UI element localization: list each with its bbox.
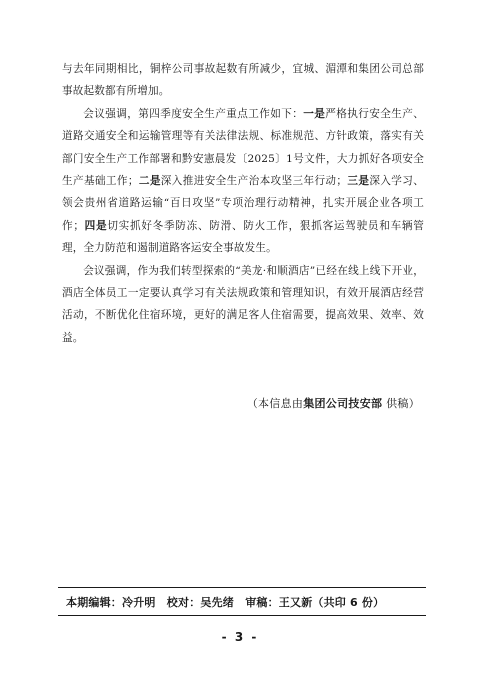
- paragraph-3: 会议强调，作为我们转型探索的“美龙·和顺酒店”已经在线上线下开业，酒店全体员工一定要认真学习有关法规政策和管理知识，有效开展酒店经营活动，不断优化住宿环境，更好的满足客人住宿需要，提高效果、效率、效益。: [62, 264, 424, 344]
- source-tail: 供稿）: [382, 397, 420, 410]
- point-4-text: 切实抓好冬季防冻、防滑、防火工作，狠抓客运驾驶员和车辆管理，全力防范和遏制道路客运安全事故发生。: [62, 219, 424, 255]
- source-dept: 技安部: [348, 397, 383, 410]
- source-open: （本信息由: [246, 397, 304, 410]
- source-note: [62, 395, 424, 411]
- point-4-marker: 四是: [84, 219, 108, 232]
- editorial-footer: 本期编辑：冷升明 校对：吴先绪 审稿：王又新（共印 6 份）: [66, 596, 385, 609]
- footer-rule-top: [58, 587, 426, 588]
- source-org: 集团公司: [303, 397, 349, 410]
- point-2-marker: 二是: [138, 175, 161, 188]
- paragraph-1: 与去年同期相比，铜梓公司事故起数有所减少，宜城、湄潭和集团公司总部事故起数都有所增加。: [62, 63, 424, 98]
- point-3-text: 深入学习、领会贵州省道路运输“百日攻坚”专项治理行动精神，扎实开展企业各项工作；: [62, 175, 424, 232]
- paragraph-2-intro: 会议强调，第四季度安全生产重点工作如下：: [83, 107, 304, 120]
- body-text: [62, 58, 424, 349]
- paragraph-2: [62, 103, 424, 260]
- point-2-text: 深入推进安全生产治本攻坚三年行动；: [160, 175, 348, 188]
- page-number: - 3 -: [221, 630, 259, 644]
- footer-rule-bottom: [58, 615, 426, 616]
- point-3-marker: 三是: [347, 175, 370, 188]
- point-1-text: 严格执行安全生产、道路交通安全和运输管理等有关法律法规、标准规范、方针政策，落实有关部门安全生产工作部署和黔安憲晨发〔2025〕1号文件，大力抓好各项安全生产基础工作；: [62, 107, 424, 188]
- point-1-marker: 一是: [303, 107, 326, 120]
